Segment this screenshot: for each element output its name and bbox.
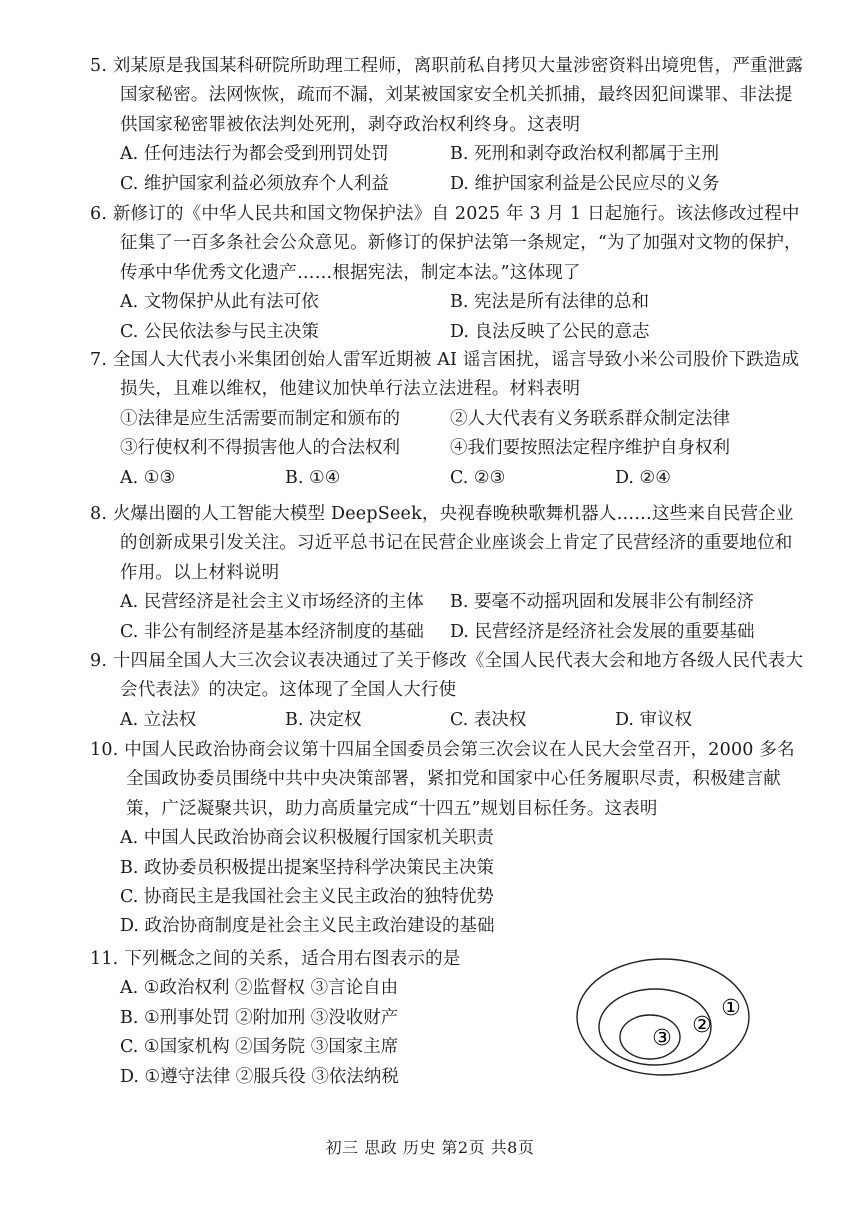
option-d[interactable]: D. 民营经济是经济社会发展的重要基础 bbox=[450, 621, 755, 642]
nested-ellipse-diagram bbox=[575, 955, 755, 1080]
question-stem: 11. 下列概念之间的关系，适合用右图表示的是 bbox=[90, 949, 461, 969]
statement-1: ①法律是应生活需要而制定和颁布的 bbox=[120, 408, 400, 429]
question-stem: 10. 中国人民政治协商会议第十四届全国委员会第三次会议在人民大会堂召开，2000 多名全国政协委员围绕中共中央决策部署，紧扣党和国家中心任务履职尽责，积极建言献策，广泛凝聚共识，助力高质量完成“十四五”规划目标任务。这表明 bbox=[90, 740, 795, 819]
question-11 bbox=[90, 945, 570, 1092]
question-7 bbox=[90, 346, 810, 493]
option-d[interactable]: D. 审议权 bbox=[615, 709, 693, 730]
option-b[interactable]: B. 宪法是所有法律的总和 bbox=[450, 292, 649, 313]
options bbox=[120, 464, 810, 493]
options bbox=[120, 588, 810, 647]
question-8 bbox=[90, 500, 810, 647]
option-a[interactable]: A. 中国人民政治协商会议积极履行国家机关职责 bbox=[120, 828, 494, 849]
question-6 bbox=[90, 200, 810, 347]
option-c[interactable]: C. ②③ bbox=[450, 467, 506, 488]
option-a[interactable]: A. 任何违法行为都会受到刑罚处罚 bbox=[120, 144, 389, 165]
page-footer: 初三 思政 历史 第2页 共8页 bbox=[325, 1138, 535, 1157]
option-a[interactable]: A. 民营经济是社会主义市场经济的主体 bbox=[120, 592, 424, 613]
question-stem: 7. 全国人大代表小米集团创始人雷军近期被 AI 谣言困扰，谣言导致小米公司股价下跌造成损失，且难以维权，他建议加快单行法立法进程。材料表明 bbox=[90, 350, 800, 400]
option-c[interactable]: C. 协商民主是我国社会主义民主政治的独特优势 bbox=[120, 887, 494, 907]
option-c[interactable]: C. 公民依法参与民主决策 bbox=[120, 321, 319, 342]
options bbox=[120, 288, 810, 347]
options bbox=[120, 824, 810, 942]
question-stem: 5. 刘某原是我国某科研院所助理工程师，离职前私自拷贝大量涉密资料出境兜售，严重泄露国家秘密。法网恢恢，疏而不漏，刘某被国家安全机关抓捕，最终因犯间谍罪、非法提供国家秘密罪被依法判处死刑，剥夺政治权利终身。这表明 bbox=[90, 56, 804, 135]
option-c[interactable]: C. ①国家机构 ②国务院 ③国家主席 bbox=[120, 1037, 399, 1058]
option-a[interactable]: A. 文物保护从此有法可依 bbox=[120, 292, 319, 313]
option-c[interactable]: C. 表决权 bbox=[450, 709, 527, 730]
option-b[interactable]: B. 死刑和剥夺政治权利都属于主刑 bbox=[450, 144, 719, 165]
option-d[interactable]: D. ②④ bbox=[615, 467, 671, 488]
question-5 bbox=[90, 52, 810, 199]
label-2: ② bbox=[692, 1013, 712, 1038]
option-d[interactable]: D. 维护国家利益是公民应尽的义务 bbox=[450, 173, 720, 194]
option-b[interactable]: B. 政协委员积极提出提案坚持科学决策民主决策 bbox=[120, 857, 494, 878]
question-9 bbox=[90, 647, 810, 735]
option-d[interactable]: D. 政治协商制度是社会主义民主政治建设的基础 bbox=[120, 916, 495, 937]
statement-3: ③行使权利不得损害他人的合法权利 bbox=[120, 438, 400, 459]
option-a[interactable]: A. ①③ bbox=[120, 467, 176, 488]
question-stem: 6. 新修订的《中华人民共和国文物保护法》自 2025 年 3 月 1 日起施行。该法修改过程中征集了一百多条社会公众意见。新修订的保护法第一条规定，“为了加强对文物的保护，传承中华优秀文化遗产……根据宪法，制定本法。”这体现了 bbox=[90, 204, 802, 283]
option-b[interactable]: B. ①④ bbox=[285, 467, 341, 488]
question-stem: 8. 火爆出圈的人工智能大模型 DeepSeek，央视春晚秧歌舞机器人……这些来自民营企业的创新成果引发关注。习近平总书记在民营企业座谈会上肯定了民营经济的重要地位和作用。以上材料说明 bbox=[90, 504, 794, 583]
question-stem: 9. 十四届全国人大三次会议表决通过了关于修改《全国人民代表大会和地方各级人民代表大会代表法》的决定。这体现了全国人大行使 bbox=[90, 651, 804, 701]
option-b[interactable]: B. 决定权 bbox=[285, 709, 362, 730]
statements bbox=[120, 405, 810, 464]
label-1: ① bbox=[721, 996, 741, 1021]
option-c[interactable]: C. 非公有制经济是基本经济制度的基础 bbox=[120, 621, 424, 642]
label-3: ③ bbox=[652, 1026, 672, 1051]
option-a[interactable]: A. ①政治权利 ②监督权 ③言论自由 bbox=[120, 978, 399, 999]
statement-2: ②人大代表有义务联系群众制定法律 bbox=[450, 408, 730, 429]
option-c[interactable]: C. 维护国家利益必须放弃个人利益 bbox=[120, 173, 389, 194]
question-10 bbox=[90, 736, 810, 942]
option-b[interactable]: B. ①刑事处罚 ②附加刑 ③没收财产 bbox=[120, 1007, 399, 1028]
statement-4: ④我们要按照法定程序维护自身权利 bbox=[450, 438, 730, 459]
option-d[interactable]: D. ①遵守法律 ②服兵役 ③依法纳税 bbox=[120, 1066, 399, 1087]
options bbox=[120, 706, 810, 735]
option-a[interactable]: A. 立法权 bbox=[120, 709, 197, 730]
options bbox=[120, 140, 810, 199]
option-b[interactable]: B. 要毫不动摇巩固和发展非公有制经济 bbox=[450, 592, 754, 613]
option-d[interactable]: D. 良法反映了公民的意志 bbox=[450, 321, 650, 342]
options bbox=[120, 974, 570, 1092]
